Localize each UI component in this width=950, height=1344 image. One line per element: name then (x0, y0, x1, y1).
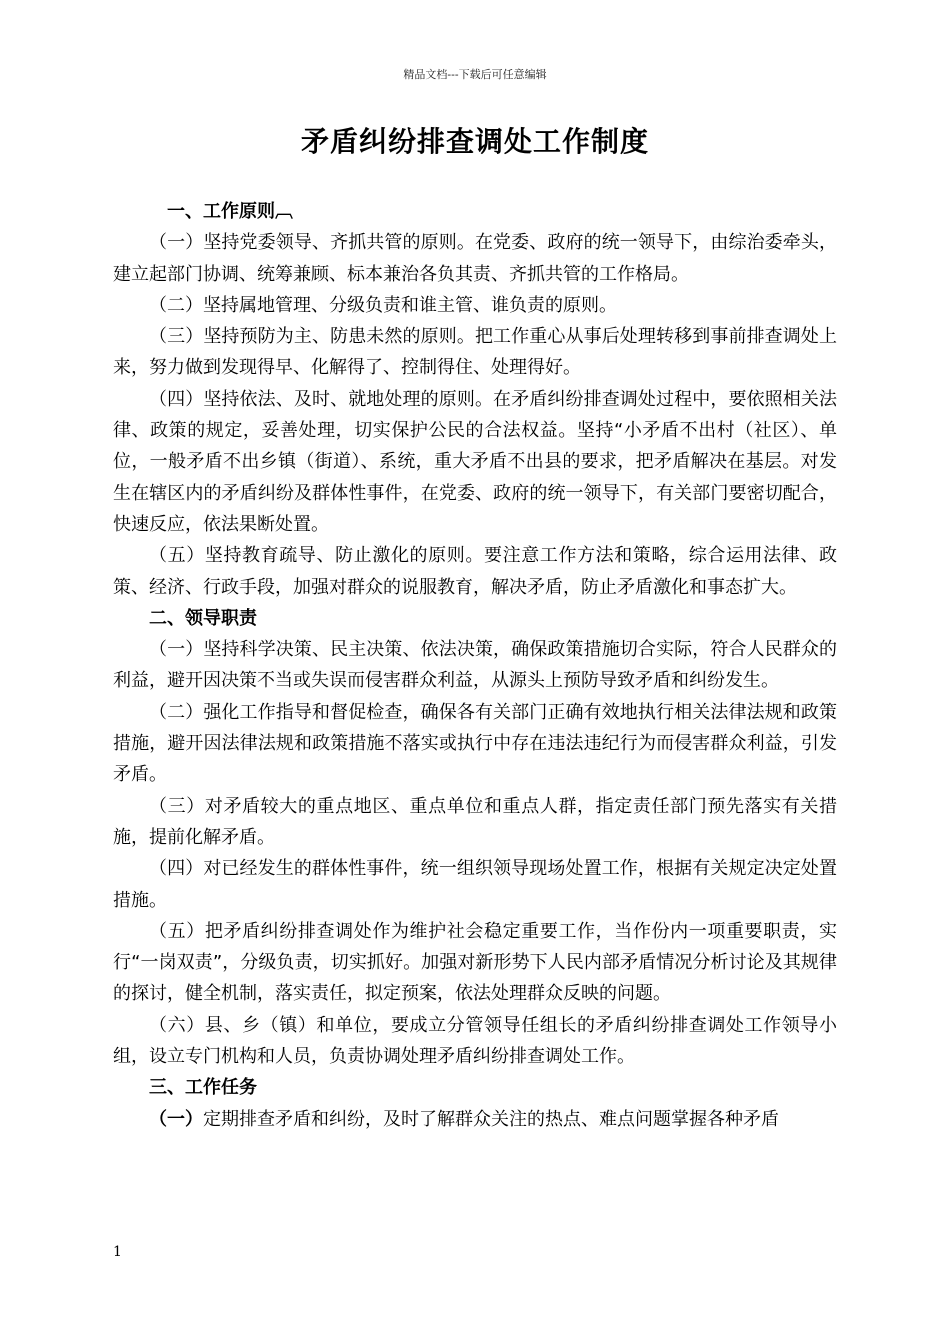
paragraph: （一）坚持党委领导、齐抓共管的原则。在党委、政府的统一领导下，由综治委牵头，建立起部门协调、统筹兼顾、标本兼治各负其责、齐抓共管的工作格局。 (113, 232, 837, 285)
paragraph: （二）强化工作指导和督促检查，确保各有关部门正确有效地执行相关法律法规和政策措施，避开因法律法规和政策措施不落实或执行中存在违法违纪行为而侵害群众利益，引发矛盾。 (113, 701, 837, 786)
paragraph: （六）县、乡（镇）和单位，要成立分管领导任组长的矛盾纠纷排查调处工作领导小组，设立专门机构和人员，负责协调处理矛盾纠纷排查调处工作。 (113, 1014, 837, 1068)
document-body (113, 196, 837, 1135)
paragraph: （一）坚持科学决策、民主决策、依法决策，确保政策措施切合实际，符合人民群众的利益，避开因决策不当或失误而侵害群众利益，从源头上预防导致矛盾和纠纷发生。 (113, 639, 837, 692)
document-header-note: 精品文档---下载后可任意编辑 (403, 68, 547, 81)
paragraph: （四）坚持依法、及时、就地处理的原则。在矛盾纠纷排查调处过程中，要依照相关法律、政策的规定，妥善处理，切实保护公民的合法权益。坚持“小矛盾不出村（社区）、单位，一般矛盾不出乡镇（街道）、系统，重大矛盾不出县的要求，把矛盾解决在基层。对发生在辖区内的矛盾纠纷及群体性事件，在党委、政府的统一领导下，有关部门要密切配合，快速反应，依法果断处置。 (113, 388, 837, 535)
page-number: 1 (113, 1244, 122, 1260)
paragraph: （五）把矛盾纠纷排查调处作为维护社会稳定重要工作，当作份内一项重要职责，实行“一岗双责”，分级负责，切实抓好。加强对新形势下人民内部矛盾情况分析讨论及其规律的探讨，健全机制，落实责任，拟定预案，依法处理群众反映的问题。 (113, 920, 837, 1005)
section-heading-leadership: 二、领导职责 (149, 607, 257, 629)
paragraph: （三）对矛盾较大的重点地区、重点单位和重点人群，指定责任部门预先落实有关措施，提前化解矛盾。 (113, 795, 837, 848)
paragraph (113, 1104, 837, 1135)
paragraph: （二）坚持属地管理、分级负责和谁主管、谁负责的原则。 (149, 294, 617, 316)
paragraph-text: 定期排查矛盾和纠纷，及时了解群众关注的热点、难点问题掌握各种矛盾 (203, 1108, 779, 1130)
document-title: 矛盾纠纷排查调处工作制度 (300, 125, 649, 158)
section-heading-principles: 一、工作原则︹ (167, 201, 293, 222)
paragraph: （五）坚持教育疏导、防止激化的原则。要注意工作方法和策略，综合运用法律、政策、经济、行政手段，加强对群众的说服教育，解决矛盾，防止矛盾激化和事态扩大。 (113, 545, 837, 598)
paragraph: （三）坚持预防为主、防患未然的原则。把工作重心从事后处理转移到事前排查调处上来，努力做到发现得早、化解得了、控制得住、处理得好。 (113, 326, 837, 379)
paragraph: （四）对已经发生的群体性事件，统一组织领导现场处置工作，根据有关规定决定处置措施。 (113, 858, 837, 911)
paragraph-lead: （一） (149, 1108, 203, 1130)
section-heading-tasks: 三、工作任务 (149, 1077, 257, 1099)
